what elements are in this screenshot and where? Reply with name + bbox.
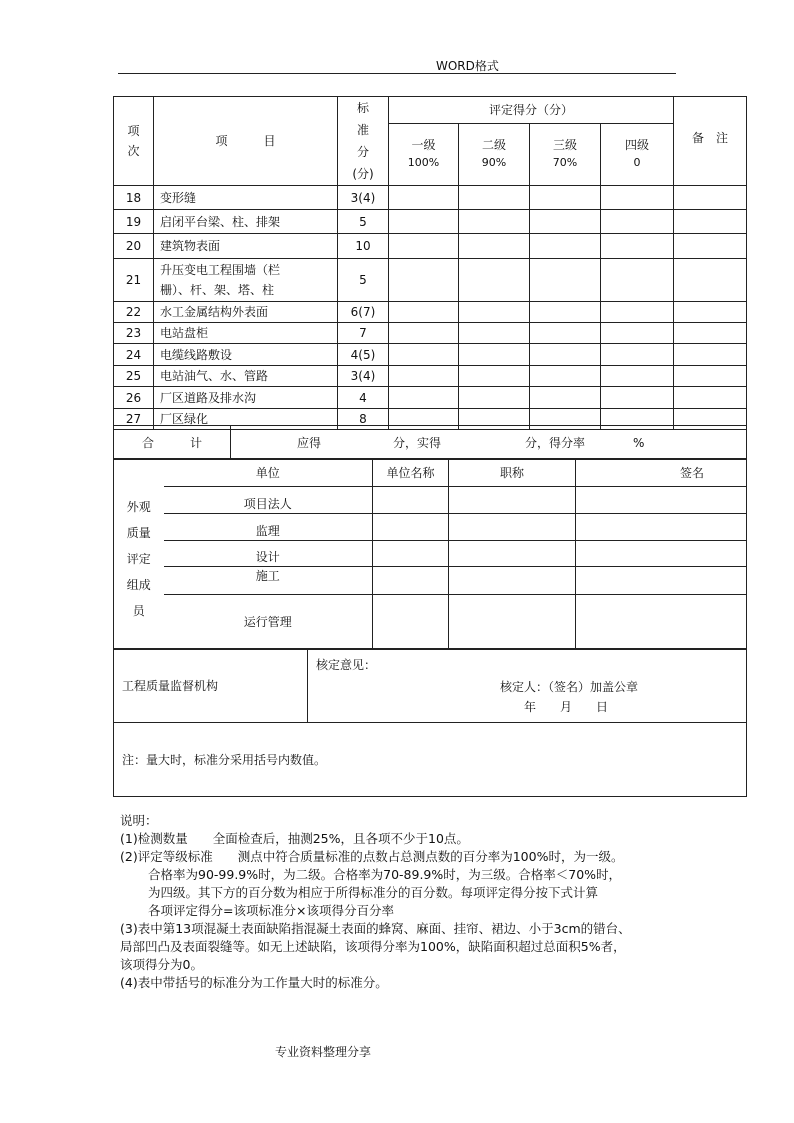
eval-header-unit-name: 单位名称 (373, 459, 449, 487)
supervision-cell[interactable] (308, 650, 747, 723)
col-std-line: 标 (356, 101, 369, 115)
row-no: 19 (114, 210, 154, 234)
row-no: 24 (114, 344, 154, 366)
row-item-line: 栅）、杆、架、塔、柱 (160, 283, 275, 297)
score-cell[interactable] (459, 302, 530, 323)
row-std: 5 (338, 259, 389, 302)
row-item: 厂区绿化 (154, 409, 338, 430)
score-cell[interactable] (389, 186, 459, 210)
eval-side-line: 外观 (126, 499, 151, 514)
total-table (113, 425, 747, 460)
eval-table (113, 458, 747, 649)
explain-line: (3)表中第13项混凝土表面缺陷指混凝土表面的蜂窝、麻面、挂帘、裙边、小于3cm的错台、 (120, 921, 631, 936)
eval-unit: 项目法人 (164, 487, 373, 514)
eval-unit: 监理 (164, 514, 373, 541)
col-std-line: 准 (356, 123, 369, 137)
remark-cell[interactable] (674, 344, 747, 366)
eval-side-line: 组成 (126, 577, 151, 592)
eval-unit: 设计 (164, 541, 373, 567)
eval-side-line: 评定 (126, 551, 151, 566)
supervision-signer: 核定人：（签名）加盖公章 (500, 680, 639, 694)
col-score-group: 评定得分（分） (389, 97, 674, 124)
row-item: 电缆线路敷设 (154, 344, 338, 366)
row-std: 8 (338, 409, 389, 430)
row-no: 26 (114, 387, 154, 409)
table-row (114, 259, 747, 302)
level-pct: 100% (407, 156, 440, 170)
remark-cell[interactable] (674, 387, 747, 409)
table-row (114, 302, 747, 323)
score-cell[interactable] (530, 234, 601, 259)
level-1 (389, 123, 459, 185)
eval-cell[interactable] (373, 541, 449, 567)
row-std: 3(4) (338, 366, 389, 387)
header-title: WORD格式 (436, 59, 499, 73)
explain-line: (4)表中带括号的标准分为工作量大时的标准分。 (120, 975, 388, 990)
level-name: 三级 (552, 138, 577, 153)
row-item: 电站油气、水、管路 (154, 366, 338, 387)
score-cell[interactable] (601, 344, 674, 366)
row-no: 20 (114, 234, 154, 259)
remark-cell[interactable] (674, 366, 747, 387)
score-cell[interactable] (530, 387, 601, 409)
eval-cell[interactable] (373, 567, 449, 595)
score-cell[interactable] (459, 186, 530, 210)
eval-unit: 运行管理 (164, 595, 373, 649)
explain-line: (1)检测数量 全面检查后，抽测25%，且各项不少于10点。 (120, 831, 469, 846)
row-no: 23 (114, 323, 154, 344)
supervision-date: 年 月 日 (524, 700, 609, 714)
score-cell[interactable] (601, 323, 674, 344)
level-name: 一级 (411, 138, 436, 153)
col-std (338, 97, 389, 186)
score-cell[interactable] (459, 387, 530, 409)
note-table (113, 722, 747, 797)
col-item-no-text: 项次 (127, 124, 140, 158)
eval-cell[interactable] (576, 541, 747, 567)
score-cell[interactable] (601, 387, 674, 409)
table-row (114, 323, 747, 344)
total-text: 应得 分，实得 分，得分率 % (231, 426, 747, 460)
score-cell[interactable] (389, 366, 459, 387)
eval-cell[interactable] (576, 514, 747, 541)
header-rule (118, 73, 676, 74)
score-cell[interactable] (530, 323, 601, 344)
score-cell[interactable] (601, 366, 674, 387)
note-text: 注：量大时，标准分采用括号内数值。 (114, 723, 747, 797)
score-cell[interactable] (459, 344, 530, 366)
total-label: 合 计 (114, 426, 231, 460)
score-cell[interactable] (601, 234, 674, 259)
supervision-label: 工程质量监督机构 (114, 650, 308, 723)
eval-header-unit: 单位 (164, 459, 373, 487)
score-cell[interactable] (459, 234, 530, 259)
col-std-line: 分 (356, 145, 369, 159)
score-cell[interactable] (459, 366, 530, 387)
explain-line: 各项评定得分=该项标准分×该项得分百分率 (148, 903, 394, 918)
row-item: 变形缝 (154, 186, 338, 210)
explain-title: 说明： (120, 813, 158, 828)
eval-cell[interactable] (373, 514, 449, 541)
score-cell[interactable] (389, 387, 459, 409)
explain-line: 为四级。其下方的百分数为相应于所得标准分的百分数。每项评定得分按下式计算 (148, 885, 599, 900)
eval-side-line: 员 (132, 603, 145, 618)
remark-cell[interactable] (674, 210, 747, 234)
row-item: 水工金属结构外表面 (154, 302, 338, 323)
eval-cell[interactable] (449, 514, 576, 541)
score-cell[interactable] (459, 210, 530, 234)
col-item: 项 目 (154, 97, 338, 186)
table-row (114, 210, 747, 234)
explain-line: 合格率为90-99.9%时，为二级。合格率为70-89.9%时，为三级。合格率＜70%时， (148, 867, 622, 882)
row-item: 电站盘柜 (154, 323, 338, 344)
row-no: 22 (114, 302, 154, 323)
score-cell[interactable] (459, 259, 530, 302)
score-cell[interactable] (389, 234, 459, 259)
score-cell[interactable] (459, 323, 530, 344)
level-name: 二级 (481, 138, 506, 153)
score-cell[interactable] (530, 366, 601, 387)
level-name: 四级 (625, 138, 650, 153)
eval-cell[interactable] (576, 487, 747, 514)
level-2 (459, 123, 530, 185)
eval-header-title: 职称 (449, 459, 576, 487)
eval-header-sign: 签名 (576, 459, 747, 487)
score-cell[interactable] (601, 259, 674, 302)
remark-cell[interactable] (674, 323, 747, 344)
eval-cell[interactable] (576, 595, 747, 649)
score-cell[interactable] (389, 210, 459, 234)
row-std: 3(4) (338, 186, 389, 210)
row-std: 10 (338, 234, 389, 259)
score-cell[interactable] (601, 210, 674, 234)
row-item-line: 升压变电工程围墙（栏 (160, 263, 281, 277)
level-pct: 70% (552, 156, 578, 170)
score-table (113, 96, 747, 430)
score-cell[interactable] (389, 302, 459, 323)
col-remark: 备 注 (674, 97, 747, 186)
row-item: 建筑物表面 (154, 234, 338, 259)
score-cell[interactable] (389, 259, 459, 302)
score-cell[interactable] (530, 210, 601, 234)
score-cell[interactable] (530, 302, 601, 323)
row-std: 6(7) (338, 302, 389, 323)
row-no: 21 (114, 259, 154, 302)
score-cell[interactable] (389, 323, 459, 344)
table-row (114, 344, 747, 366)
score-cell[interactable] (601, 186, 674, 210)
table-row (114, 186, 747, 210)
eval-cell[interactable] (373, 595, 449, 649)
explain-line: (2)评定等级标准 测点中符合质量标准的点数占总测点数的百分率为100%时，为一级。 (120, 849, 624, 864)
row-no: 27 (114, 409, 154, 430)
level-pct: 0 (633, 156, 641, 170)
level-4 (601, 123, 674, 185)
col-item-no (114, 97, 154, 186)
remark-cell[interactable] (674, 186, 747, 210)
eval-side-line: 质量 (126, 525, 151, 540)
score-cell[interactable] (601, 302, 674, 323)
row-no: 18 (114, 186, 154, 210)
eval-cell[interactable] (373, 487, 449, 514)
table-row (114, 387, 747, 409)
eval-cell[interactable] (449, 595, 576, 649)
explanation (120, 812, 690, 992)
eval-cell[interactable] (576, 567, 747, 595)
eval-side-label (114, 459, 164, 649)
table-row (114, 234, 747, 259)
row-no: 25 (114, 366, 154, 387)
score-cell[interactable] (389, 344, 459, 366)
row-item: 启闭平台梁、柱、排架 (154, 210, 338, 234)
row-std: 5 (338, 210, 389, 234)
footer-text: 专业资料整理分享 (275, 1045, 372, 1059)
row-std: 4(5) (338, 344, 389, 366)
row-item (154, 259, 338, 302)
eval-cell[interactable] (449, 541, 576, 567)
row-item: 厂区道路及排水沟 (154, 387, 338, 409)
score-cell[interactable] (530, 186, 601, 210)
remark-cell[interactable] (674, 302, 747, 323)
supervision-table (113, 649, 747, 723)
explain-line: 该项得分为0。 (120, 957, 203, 972)
eval-cell[interactable] (449, 567, 576, 595)
score-cell[interactable] (530, 344, 601, 366)
col-std-line: (分) (352, 167, 374, 181)
row-std: 4 (338, 387, 389, 409)
level-pct: 90% (481, 156, 507, 170)
explain-line: 局部凹凸及表面裂缝等。如无上述缺陷，该项得分率为100%，缺陷面积超过总面积5%者， (120, 939, 626, 954)
table-row (114, 366, 747, 387)
level-3 (530, 123, 601, 185)
score-cell[interactable] (530, 259, 601, 302)
row-std: 7 (338, 323, 389, 344)
eval-unit: 施工 (164, 567, 373, 595)
remark-cell[interactable] (674, 234, 747, 259)
remark-cell[interactable] (674, 259, 747, 302)
eval-cell[interactable] (449, 487, 576, 514)
supervision-opinion: 核定意见： (316, 658, 377, 672)
